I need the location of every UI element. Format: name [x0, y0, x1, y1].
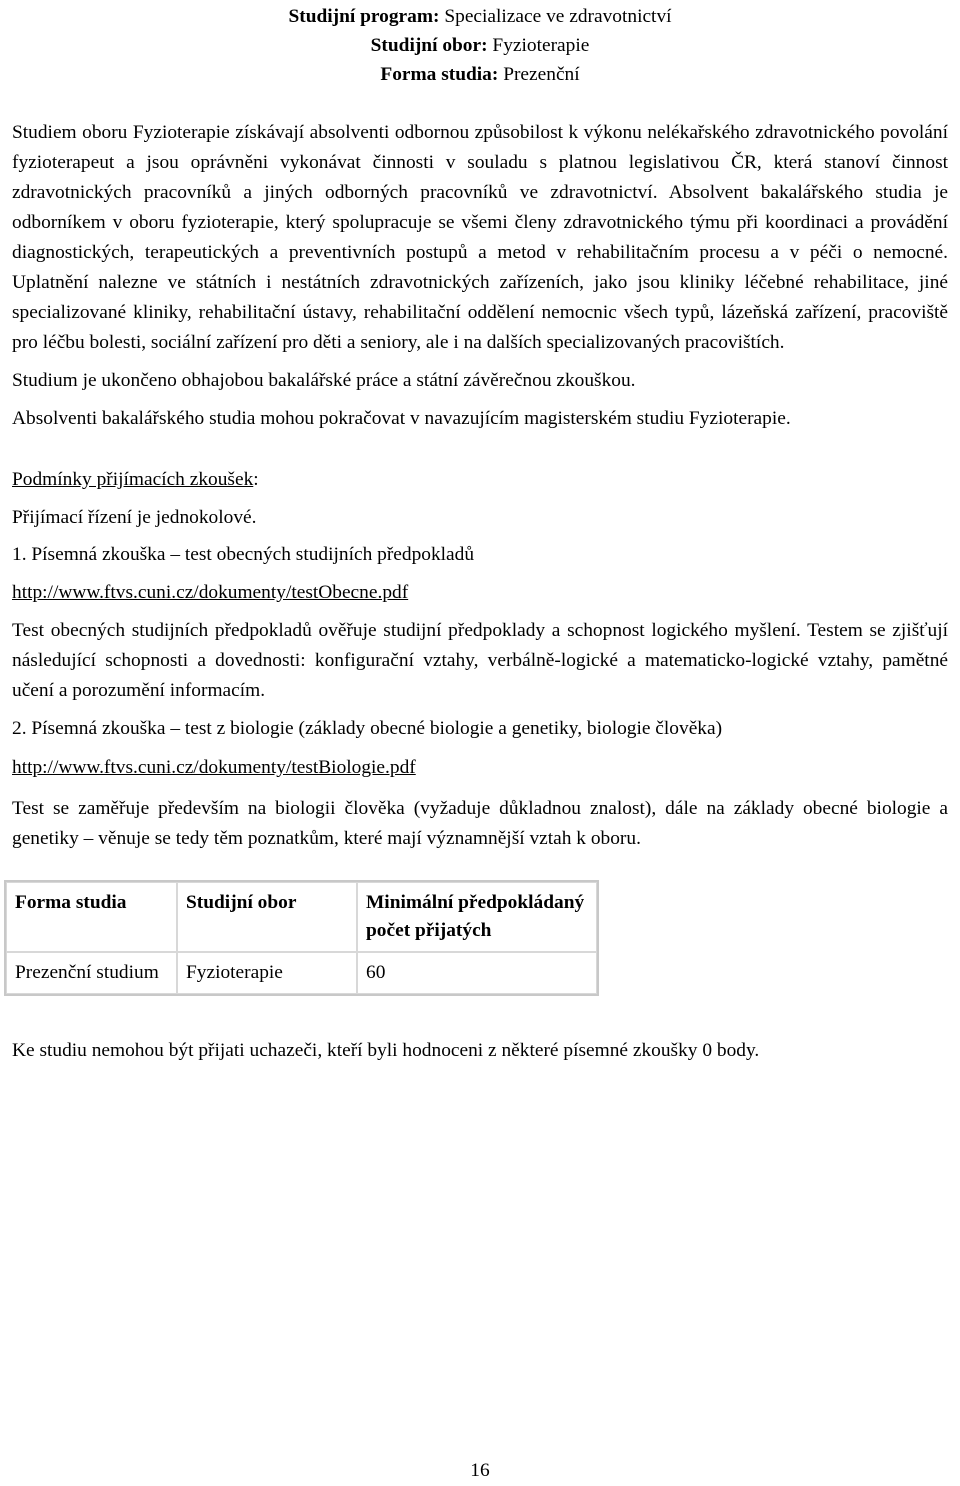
- program-value: Specializace ve zdravotnictví: [444, 6, 672, 27]
- table-cell: 60: [357, 952, 597, 994]
- form-line: [12, 60, 948, 89]
- admission-table: [4, 880, 599, 996]
- table-header-cell: Forma studia: [6, 882, 177, 952]
- exam1-link[interactable]: http://www.ftvs.cuni.cz/dokumenty/testObecne.pdf: [12, 582, 409, 603]
- program-line: [12, 2, 948, 31]
- admission-table-wrapper: [12, 880, 948, 996]
- admission-heading-colon: :: [253, 469, 259, 490]
- completion-paragraph: Studium je ukončeno obhajobou bakalářské práce a státní závěrečnou zkouškou.: [12, 370, 636, 391]
- form-value: Prezenční: [503, 64, 580, 85]
- table-header-row: [6, 882, 597, 952]
- program-label: Studijní program:: [288, 6, 440, 27]
- exam2-title: 2. Písemná zkouška – test z biologie (základy obecné biologie a genetiky, biologie člověka): [12, 718, 723, 739]
- footer-note: Ke studiu nemohou být přijati uchazeči, kteří byli hodnoceni z některé písemné zkoušky 0 body.: [12, 1040, 760, 1061]
- exam2-description: Test se zaměřuje především na biologii člověka (vyžaduje důkladnou znalost), dále na základy obecné biologie a genetiky – věnuje se tedy těm poznatkům, které mají významnější vztah k oboru.: [12, 798, 948, 849]
- admission-heading: Podmínky přijímacích zkoušek: [12, 469, 254, 490]
- field-label: Studijní obor:: [370, 35, 488, 56]
- form-label: Forma studia:: [380, 64, 499, 85]
- exam2-link-line: [12, 753, 948, 783]
- table-cell: Fyzioterapie: [177, 952, 357, 994]
- exam2-link[interactable]: http://www.ftvs.cuni.cz/dokumenty/testBiologie.pdf: [12, 757, 416, 778]
- admission-round-info: Přijímací řízení je jednokolové.: [12, 507, 257, 528]
- exam1-description: Test obecných studijních předpokladů ověřuje studijní předpoklady a schopnost logického myšlení. Testem se zjišťují následující schopnosti a dovednosti: konfigurační vztahy, verbálně-logické a matematicko-logické vztahy, pamětné učení a porozumění informacím.: [12, 620, 948, 701]
- table-header-cell: Studijní obor: [177, 882, 357, 952]
- field-line: [12, 31, 948, 60]
- document-page: [12, 0, 948, 1066]
- intro-paragraph: Studiem oboru Fyzioterapie získávají absolventi odbornou způsobilost k výkonu nelékařského zdravotnického povolání fyzioterapeut a jsou oprávněni vykonávat činnosti v souladu s platnou legislativou ČR, která stanoví činnost zdravotnických pracovníků a jiných odborných pracovníků ve zdravotnictví. Absolvent bakalářského studia je odborníkem v oboru fyzioterapie, který spolupracuje se všemi členy zdravotnického týmu při koordinaci a provádění diagnostických, terapeutických a preventivních postupů a metod v rehabilitačním procesu a v péči o nemocné. Uplatnění nalezne ve státních i nestátních zdravotnických zařízeních, jako jsou kliniky léčebné rehabilitace, jiné specializované kliniky, rehabilitační ústavy, rehabilitační oddělení nemocnic všech typů, lázeňská zařízení, pracoviště pro léčbu bolesti, sociální zařízení pro děti a seniory, ale i na dalších specializovaných pracovištích.: [12, 122, 948, 353]
- field-value: Fyzioterapie: [492, 35, 590, 56]
- table-header-cell: Minimální předpokládaný počet přijatých: [357, 882, 597, 952]
- document-header: [12, 2, 948, 89]
- continuation-paragraph: Absolventi bakalářského studia mohou pokračovat v navazujícím magisterském studiu Fyzioterapie.: [12, 408, 791, 429]
- exam1-title: 1. Písemná zkouška – test obecných studijních předpokladů: [12, 544, 475, 565]
- exam1-link-line: [12, 578, 948, 608]
- table-cell: Prezenční studium: [6, 952, 177, 994]
- table-row: [6, 952, 597, 994]
- page-number: 16: [470, 1460, 490, 1481]
- admission-heading-line: [12, 465, 948, 495]
